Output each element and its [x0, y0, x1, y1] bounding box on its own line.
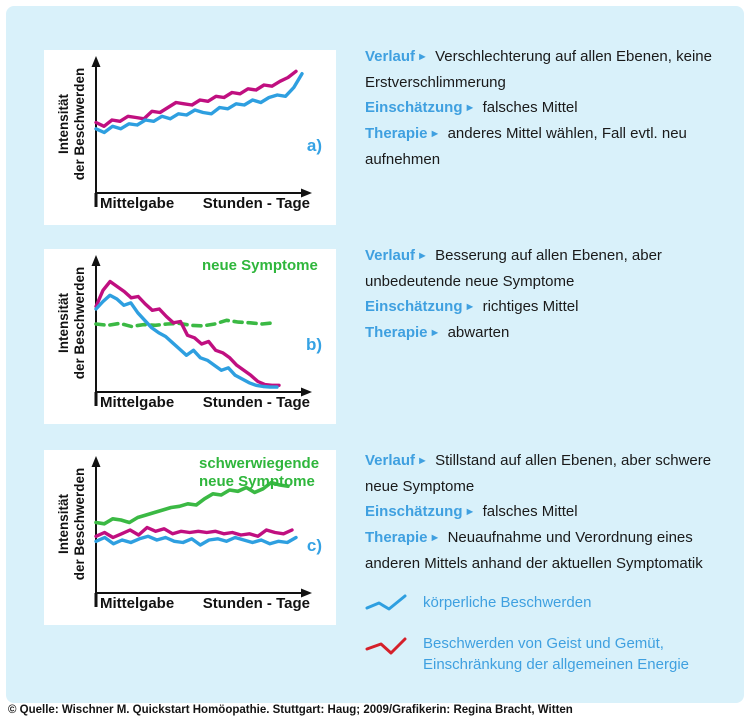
- y-axis-label: Intensität der Beschwerden: [56, 467, 87, 581]
- therapie-keyword: Therapie: [365, 125, 428, 142]
- triangle-bullet-icon: ►: [417, 51, 428, 63]
- triangle-bullet-icon: ►: [464, 301, 476, 313]
- description-block-a: [365, 44, 747, 172]
- y-axis-label: Intensität der Beschwerden: [56, 266, 87, 380]
- annotation-severe-new-symptoms: schwerwiegende neue Symptome: [199, 455, 320, 490]
- legend-label-mental: Beschwerden von Geist und Gemüt, Einschränkung der allgemeinen Energie: [423, 635, 690, 673]
- annotation-new-symptoms: neue Symptome: [202, 257, 318, 274]
- y-axis-arrow-icon: [92, 56, 101, 67]
- y-axis-arrow-icon: [92, 456, 101, 467]
- triangle-bullet-icon: ►: [417, 250, 428, 262]
- einschaetzung-keyword: Einschätzung: [365, 99, 463, 116]
- verlauf-keyword: Verlauf: [365, 452, 416, 469]
- verlauf-entry: [365, 448, 747, 499]
- triangle-bullet-icon: ►: [417, 455, 428, 467]
- x-axis-end-label: Stunden - Tage: [202, 394, 310, 411]
- triangle-bullet-icon: ►: [464, 102, 476, 114]
- einschaetzung-keyword: Einschätzung: [365, 298, 463, 315]
- series-mental-line: [96, 528, 292, 538]
- verlauf-text: Verschlechterung auf allen Ebenen, keine Erstverschlimmerung: [365, 48, 712, 91]
- einschaetzung-keyword: Einschätzung: [365, 503, 463, 520]
- therapie-entry: [365, 525, 747, 576]
- x-axis-end-label: Stunden - Tage: [202, 195, 310, 212]
- x-axis-start-label: Mittelgabe: [100, 195, 175, 212]
- chart-letter-c: c): [306, 536, 322, 555]
- y-axis-label: Intensität der Beschwerden: [56, 67, 87, 181]
- verlauf-keyword: Verlauf: [365, 48, 416, 65]
- einschaetzung-text: falsches Mittel: [482, 99, 578, 116]
- verlauf-entry: [365, 243, 747, 294]
- description-block-c: [365, 448, 747, 576]
- chart-a: [44, 50, 336, 225]
- legend-label-physical: körperliche Beschwerden: [423, 594, 592, 611]
- legend-item-physical: [365, 592, 745, 618]
- legend-item-mental: [365, 633, 745, 675]
- series-physical-line: [96, 74, 302, 133]
- einschaetzung-text: richtiges Mittel: [482, 298, 579, 315]
- series-physical-line: [96, 536, 296, 545]
- series-mental-line: [96, 282, 279, 386]
- chart-letter-a: a): [306, 136, 322, 155]
- x-axis-start-label: Mittelgabe: [100, 595, 175, 612]
- legend: [365, 592, 745, 675]
- verlauf-text: Besserung auf allen Ebenen, aber unbedeutende neue Symptome: [365, 247, 662, 290]
- triangle-bullet-icon: ►: [464, 506, 476, 518]
- x-axis-start-label: Mittelgabe: [100, 394, 175, 411]
- einschaetzung-text: falsches Mittel: [482, 503, 578, 520]
- therapie-keyword: Therapie: [365, 529, 428, 546]
- verlauf-entry: [365, 44, 747, 95]
- triangle-bullet-icon: ►: [429, 532, 441, 544]
- triangle-bullet-icon: ►: [429, 327, 441, 339]
- therapie-entry: [365, 320, 747, 346]
- chart-letter-b: b): [305, 335, 322, 354]
- einschaetzung-entry: [365, 95, 747, 121]
- einschaetzung-entry: [365, 294, 747, 320]
- red-line-swatch-icon: [365, 635, 409, 663]
- einschaetzung-entry: [365, 499, 747, 525]
- chart-c: [44, 450, 336, 625]
- triangle-bullet-icon: ►: [429, 128, 441, 140]
- therapie-text: Neuaufnahme und Verordnung eines anderen Mittels anhand der aktuellen Symptomatik: [365, 529, 703, 572]
- therapie-entry: [365, 121, 747, 172]
- chart-b: [44, 249, 336, 424]
- x-axis-end-label: Stunden - Tage: [202, 595, 310, 612]
- therapie-keyword: Therapie: [365, 324, 428, 341]
- therapie-text: abwarten: [447, 324, 510, 341]
- therapie-text: anderes Mittel wählen, Fall evtl. neu aufnehmen: [365, 125, 687, 168]
- blue-line-swatch-icon: [365, 594, 409, 618]
- source-credit: © Quelle: Wischner M. Quickstart Homöopathie. Stuttgart: Haug; 2009/Grafikerin: Regina Bracht, Witten: [8, 704, 573, 716]
- verlauf-keyword: Verlauf: [365, 247, 416, 264]
- y-axis-arrow-icon: [92, 255, 101, 266]
- series-new-symptoms-line: [96, 320, 274, 326]
- description-block-b: [365, 243, 747, 346]
- verlauf-text: Stillstand auf allen Ebenen, aber schwere neue Symptome: [365, 452, 712, 495]
